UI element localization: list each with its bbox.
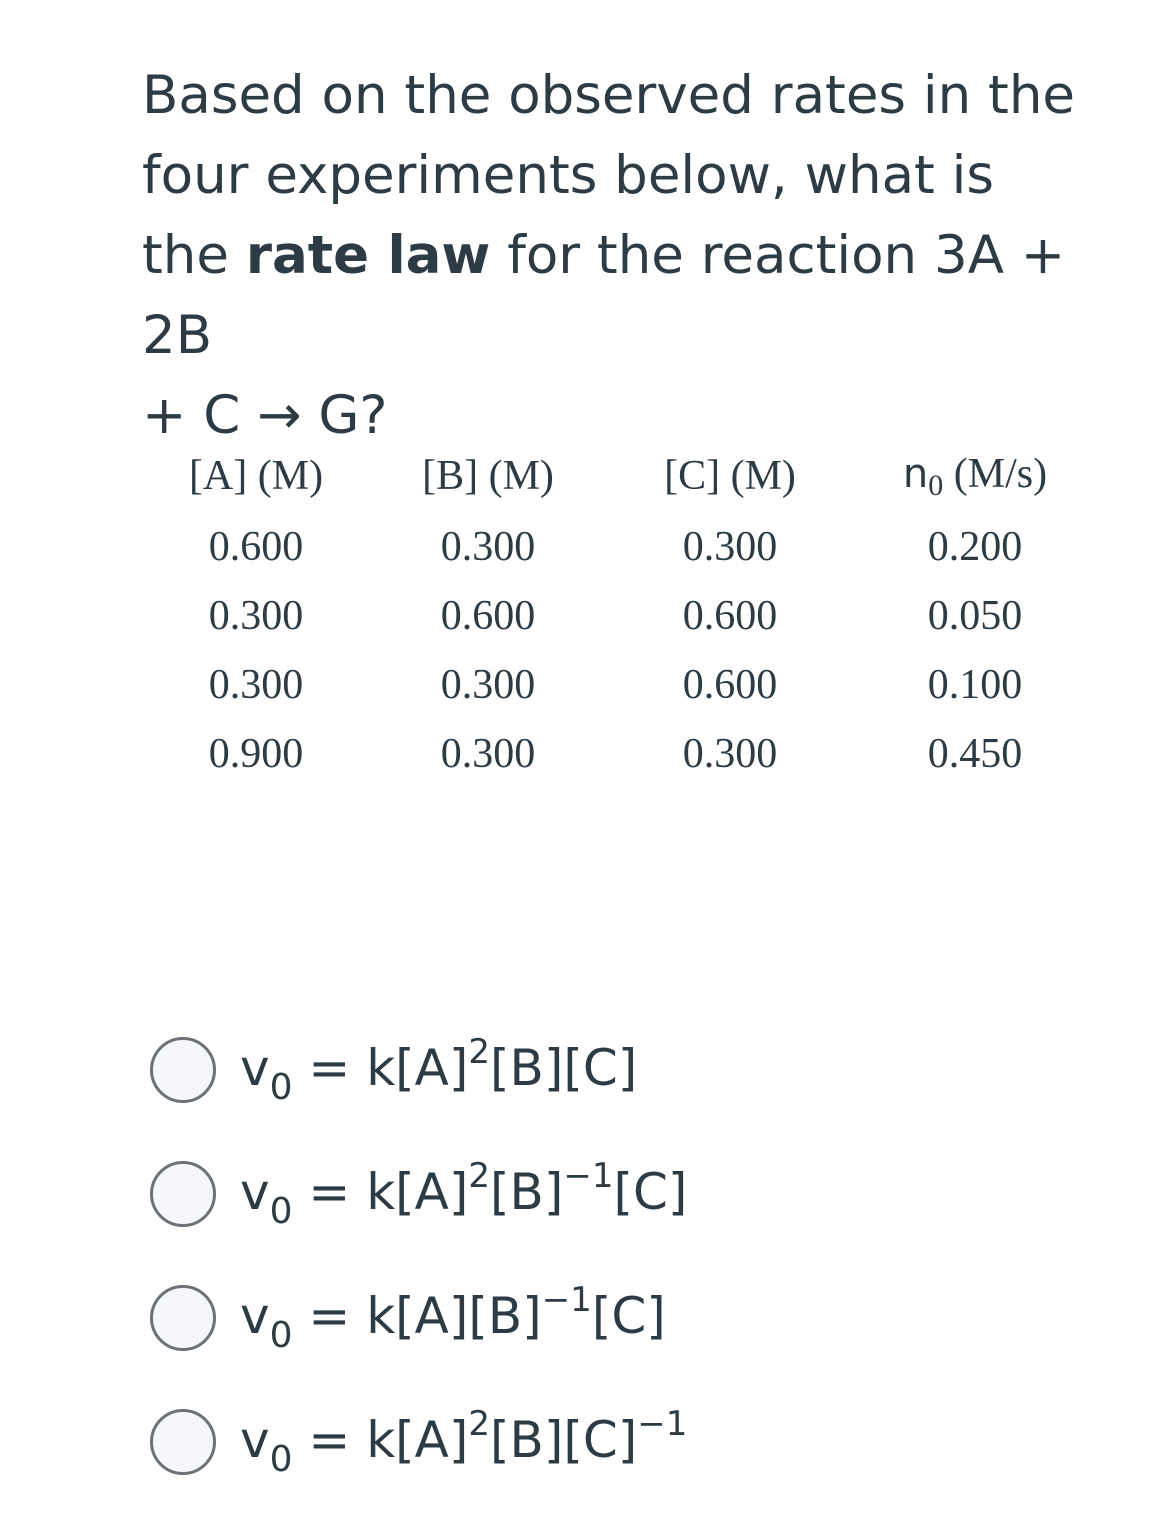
table-cell: 0.600: [682, 661, 778, 708]
formula-part: k[A]: [366, 1411, 469, 1469]
table-cell: 0.100: [927, 661, 1023, 708]
table-cell: 0.050: [927, 592, 1023, 639]
radio-button[interactable]: [150, 1037, 216, 1103]
exponent: −1: [563, 1156, 614, 1196]
table-cell: 0.300: [208, 661, 304, 708]
answer-formula: [240, 1280, 666, 1356]
table-cell: 0.600: [208, 523, 304, 570]
answer-formula: [240, 1404, 687, 1480]
radio-button[interactable]: [150, 1285, 216, 1351]
answer-option-1[interactable]: [150, 1008, 687, 1132]
question-line-3-prefix: the: [142, 225, 246, 286]
formula-part: k[A][B]: [366, 1287, 542, 1345]
header-conc-c: [C] (M): [664, 453, 796, 499]
equals-sign: =: [292, 1411, 367, 1469]
table-row: [160, 719, 1114, 788]
exponent: 2: [468, 1032, 491, 1072]
answer-option-3[interactable]: [150, 1256, 687, 1380]
rate-v-subscript: 0: [269, 1439, 293, 1480]
formula-part: [B][C]: [490, 1039, 638, 1097]
table-cell: 0.600: [682, 592, 778, 639]
answer-formula: [240, 1032, 637, 1108]
formula-part: [B][C]: [490, 1411, 638, 1469]
question-line-2: four experiments below, what is: [142, 145, 995, 206]
question-line-1: Based on the observed rates in the: [142, 65, 1076, 126]
answer-options: [150, 1008, 687, 1504]
table-cell: 0.300: [682, 523, 778, 570]
rate-law-emphasis: rate law: [245, 225, 491, 286]
formula-part: k[A]: [366, 1163, 469, 1221]
table-row: [160, 581, 1114, 650]
rate-unit: (M/s): [943, 450, 1048, 497]
rate-v: v: [240, 1039, 270, 1097]
header-initial-rate: [836, 440, 1114, 512]
table-header-row: [160, 440, 1114, 512]
rate-v: v: [240, 1163, 270, 1221]
rate-v-subscript: 0: [269, 1067, 293, 1108]
radio-button[interactable]: [150, 1161, 216, 1227]
experiment-data-table: [160, 440, 1114, 788]
equals-sign: =: [292, 1287, 367, 1345]
table-row: [160, 512, 1114, 581]
formula-part: [B]: [490, 1163, 564, 1221]
rate-subscript: 0: [928, 468, 944, 502]
table-cell: 0.300: [208, 592, 304, 639]
exponent: 2: [468, 1156, 491, 1196]
exponent: −1: [637, 1404, 688, 1444]
exponent: 2: [468, 1404, 491, 1444]
table-cell: 0.200: [927, 523, 1023, 570]
question-line-3: [142, 216, 1102, 376]
table-cell: 0.300: [440, 730, 536, 777]
answer-option-4[interactable]: [150, 1380, 687, 1504]
question-line-4: + C → G?: [142, 385, 388, 446]
radio-button[interactable]: [150, 1409, 216, 1475]
question-text: [142, 56, 1102, 456]
formula-part: k[A]: [366, 1039, 469, 1097]
rate-v: v: [240, 1287, 270, 1345]
table-cell: 0.300: [440, 661, 536, 708]
formula-part: [C]: [591, 1287, 666, 1345]
header-conc-b: [B] (M): [422, 453, 554, 499]
formula-part: [C]: [613, 1163, 688, 1221]
equals-sign: =: [292, 1163, 367, 1221]
rate-v-subscript: 0: [269, 1315, 293, 1356]
equals-sign: =: [292, 1039, 367, 1097]
answer-option-2[interactable]: [150, 1132, 687, 1256]
rate-v: v: [240, 1411, 270, 1469]
table-cell: 0.450: [927, 730, 1023, 777]
question-line-3-suffix: for the reaction 3A + 2B: [142, 225, 1066, 366]
table-row: [160, 650, 1114, 719]
answer-formula: [240, 1156, 687, 1232]
exponent: −1: [541, 1280, 592, 1320]
rate-symbol: n: [902, 450, 929, 497]
table-cell: 0.900: [208, 730, 304, 777]
table-cell: 0.300: [440, 523, 536, 570]
table-cell: 0.300: [682, 730, 778, 777]
table-cell: 0.600: [440, 592, 536, 639]
rate-v-subscript: 0: [269, 1191, 293, 1232]
header-conc-a: [A] (M): [188, 453, 324, 499]
